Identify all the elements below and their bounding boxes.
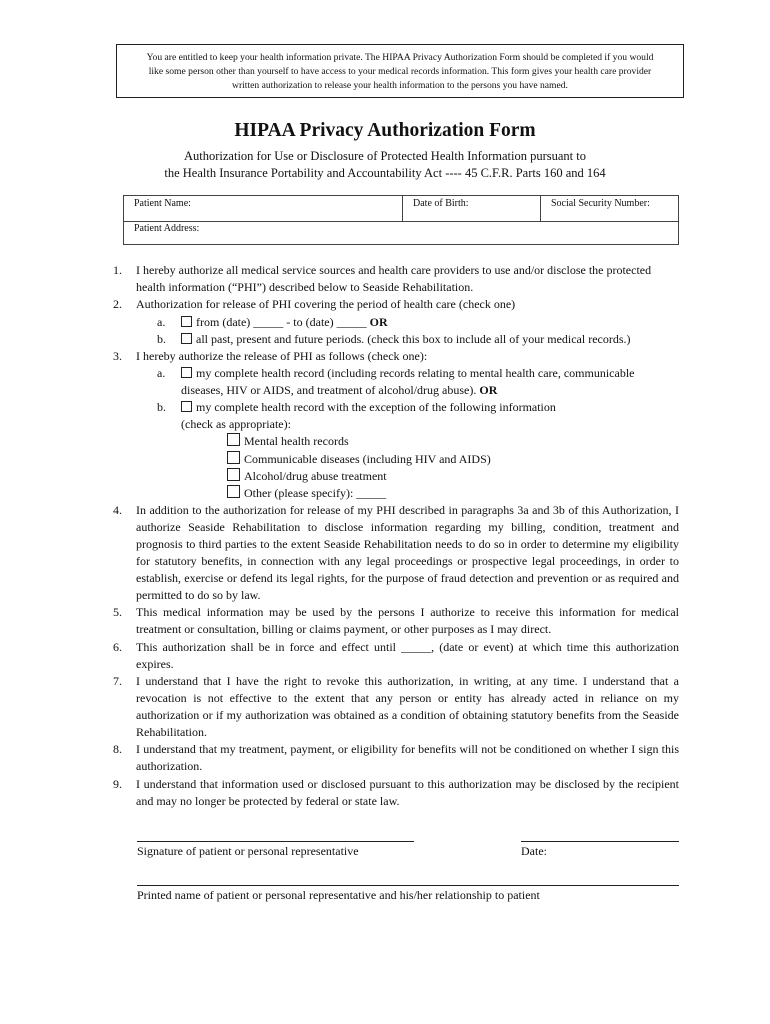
date-label: Date:: [521, 844, 547, 858]
option-label: Alcohol/drug abuse treatment: [244, 469, 387, 483]
item3a-marker: a.: [157, 366, 166, 380]
option-label: Other (please specify): _____: [244, 486, 387, 500]
item5-text: This medical information may be used by the persons I authorize to receive this information for medical treatment or consultation, billing or claims payment, or other purposes as I may direct.: [136, 605, 679, 636]
ssn-label: Social Security Number:: [551, 198, 650, 209]
printed-name-label: Printed name of patient or personal representative and his/her relationship to patient: [137, 888, 540, 902]
item7-text: I understand that I have the right to revoke this authorization, in writing, at any time. I understand that a revocation is not effective to the extent that any person or entity has already acted in reliance on my authorization or if my authorization was obtained as a condition of obtaining statutory benefits from the Seaside Rehabilitation.: [136, 674, 679, 739]
patient-name-field[interactable]: [124, 196, 402, 221]
item3a-line-2: diseases, HIV or AIDS, and treatment of alcohol/drug abuse).: [181, 383, 480, 397]
complete-record-checkbox[interactable]: [181, 367, 192, 378]
ssn-field[interactable]: [540, 196, 678, 221]
item1-line-2: health information (“PHI”) described below to Seaside Rehabilitation.: [136, 280, 474, 294]
item4-text: In addition to the authorization for release of my PHI described in paragraphs 3a and 3b of this Authorization, I authorize Seaside Rehabilitation to disclose information regarding my billing, condition, treatment and prognosis to third parties to the extent Seaside Rehabilitation needs to do so in order to determine my eligibility for statutory benefits, in connection with any legal proceedings or prospective legal proceedings, in order to establish, exercise or defend its legal rights, for the purpose of fraud detection and prevention or as required and permitted to do so by law.: [136, 503, 679, 602]
item9-text: I understand that information used or disclosed pursuant to this authorization may be disclosed by the recipient and may no longer be protected by federal or state law.: [136, 777, 679, 808]
form-title: HIPAA Privacy Authorization Form: [234, 120, 536, 141]
mental-health-checkbox[interactable]: [227, 433, 240, 446]
patient-name-label: Patient Name:: [134, 198, 191, 209]
item-number: 5.: [113, 605, 122, 619]
option-alcohol-drug: [227, 468, 387, 485]
subtitle-line-1: Authorization for Use or Disclosure of Protected Health Information pursuant to: [184, 149, 586, 163]
item-number: 6.: [113, 640, 122, 654]
other-checkbox[interactable]: [227, 485, 240, 498]
item3b-marker: b.: [157, 400, 166, 414]
notice-line-1: You are entitled to keep your health information private. The HIPAA Privacy Authorization Form should be completed if you would: [146, 52, 654, 63]
patient-info-table: [123, 195, 679, 245]
date-of-birth-field[interactable]: [402, 196, 540, 221]
option-other: [227, 485, 386, 502]
item2b-text: all past, present and future periods. (check this box to include all of your medical records.): [196, 332, 631, 346]
item3a-line-2-row: [181, 382, 497, 399]
item8-text: I understand that my treatment, payment, or eligibility for benefits will not be conditioned on whether I sign this authorization.: [136, 742, 679, 773]
option-label: Communicable diseases (including HIV and AIDS): [244, 452, 491, 466]
item-number: 7.: [113, 674, 122, 688]
exception-record-checkbox[interactable]: [181, 401, 192, 412]
notice-line-3: written authorization to release your health information to the persons you have named.: [232, 80, 568, 91]
item6-text: This authorization shall be in force and effect until _____, (date or event) at which time this authorization expires.: [136, 640, 679, 671]
item3a-line-1: my complete health record (including records relating to mental health care, communicable: [196, 366, 635, 380]
item3b-line-1: my complete health record with the exception of the following information: [196, 400, 556, 414]
item-number: 1.: [113, 263, 122, 277]
item-number: 3.: [113, 349, 122, 363]
item2b-row: [181, 331, 631, 348]
item3b-line-2: (check as appropriate):: [181, 417, 291, 431]
date-of-birth-label: Date of Birth:: [413, 198, 469, 209]
or-label: OR: [479, 383, 498, 397]
item3b-row: [181, 399, 556, 416]
option-mental-health: [227, 433, 349, 450]
or-label: OR: [369, 315, 388, 329]
patient-address-field[interactable]: [124, 221, 209, 237]
item2-text: Authorization for release of PHI covering the period of health care (check one): [136, 297, 516, 311]
communicable-checkbox[interactable]: [227, 451, 240, 464]
item-number: 4.: [113, 503, 122, 517]
date-range-checkbox[interactable]: [181, 316, 192, 327]
signature-line[interactable]: [137, 841, 414, 842]
privacy-notice-box: [116, 44, 684, 98]
item-number: 9.: [113, 777, 122, 791]
item2a-text: from (date) _____ - to (date) _____: [196, 315, 370, 329]
item1-line-1: I hereby authorize all medical service sources and health care providers to use and/or disclose the protected: [136, 263, 652, 277]
signature-label: Signature of patient or personal representative: [137, 844, 359, 858]
item3-text: I hereby authorize the release of PHI as follows (check one):: [136, 349, 428, 363]
all-periods-checkbox[interactable]: [181, 333, 192, 344]
subtitle-line-2: the Health Insurance Portability and Accountability Act ---- 45 C.F.R. Parts 160 and 164: [164, 166, 606, 180]
date-line[interactable]: [521, 841, 679, 842]
option-label: Mental health records: [244, 434, 349, 448]
patient-address-label: Patient Address:: [134, 223, 200, 234]
option-communicable: [227, 451, 491, 468]
item2a-marker: a.: [157, 315, 166, 329]
item-number: 8.: [113, 742, 122, 756]
item2b-marker: b.: [157, 332, 166, 346]
printed-name-line[interactable]: [137, 885, 679, 886]
item2a-row: [181, 314, 388, 331]
item-number: 2.: [113, 297, 122, 311]
alcohol-drug-checkbox[interactable]: [227, 468, 240, 481]
notice-line-2: like some person other than yourself to have access to your medical records information. This form gives your health care provider: [148, 66, 652, 77]
item3a-row: [181, 365, 635, 382]
